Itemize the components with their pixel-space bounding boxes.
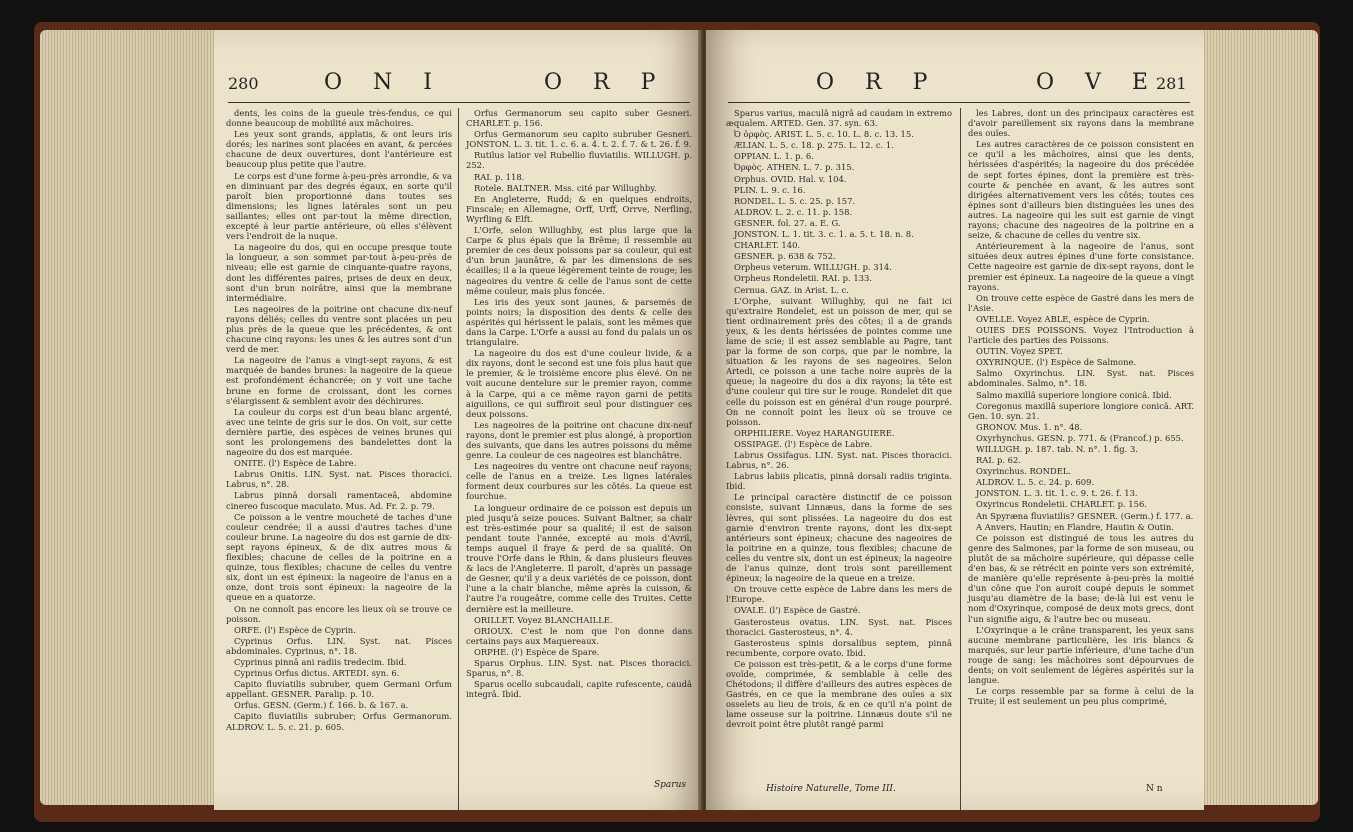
catchword: Sparus [654, 780, 687, 790]
paragraph: Les nageoires de la poitrine ont chacune dix-neuf rayons, dont le premier est plus alongé, à proportion des suivants, que dans les autres poissons du même genre. La couleur de ces nageoires est blanchâtre. [466, 419, 692, 461]
paragraph: Ce poisson est très-petit, & a le corps d'une forme ovoïde, comprimée, & semblable à celle des Chétodons; il diffère d'ailleurs des autres espèces de Gastrés, en ce que la membrane des ouïes a six osselets au lieu de trois, & en ce qu'il n'a point de lame osseuse sur la poitrine. Linnæus doute s'il ne devroit point être plutôt rangé parmi [726, 658, 952, 730]
paragraph: dents, les coins de la gueule très-fendus, ce qui donne beaucoup de mobilité aux mâchoires. [226, 108, 452, 129]
paragraph: L'Orphe, suivant Willughby, qui ne fait ici qu'extraire Rondelet, est un poisson de mer, qui se tient ordinairement près des côtes; il a de grands yeux, & les dents hérissées de pointes comme une lame de scie; il est assez semblable au Pagre, tant par la forme de son corps, que par le nombre, la situation & les rayons de ses nageoires. Selon Artedi, ce poisson a une tache noire auprès de la queue; la nageoire du dos a dix rayons; la tête est d'une couleur qui tire sur le rouge. Rondelet dit que celle du poisson est en général d'un rouge pourpré. On ne connoît point les lieux où se trouve ce poisson. [726, 295, 952, 427]
paragraph: Orfus Germanorum seu capito suber Gesneri. CHARLET. p. 156. [466, 108, 692, 129]
paragraph: An Spyræna fluviatilis? GESNER. (Germ.) f. 177. a. [976, 510, 1194, 521]
paragraph: Oxyrincus Rondeletii. CHARLET. p. 156. [976, 499, 1147, 510]
right-page [706, 30, 1204, 810]
paragraph: Capito fluviatilis subruber, quem Germani Orfum appellant. GESNER. Paralip. p. 10. [226, 679, 452, 700]
paragraph: Capito fluviatilis subruber; Orfus Germanorum. ALDROV. L. 5. c. 21. p. 605. [226, 711, 452, 732]
left-header-b: O R P [544, 70, 668, 95]
paragraph: Les nageoires de la poitrine ont chacune dix-neuf rayons déliés; celles du ventre sont placées un peu plus près de la queue que les précédentes, & ont chacune cinq rayons: les unes & les autres sont d'un verd de mer. [226, 303, 452, 355]
paragraph: RAI. p. 118. [474, 171, 525, 182]
paragraph: Labrus pinnâ dorsali ramentaceâ, abdomine cinereo fuscoque maculato. Mus. Ad. Fr. 2. p. 79. [226, 490, 452, 511]
paragraph: ÆLIAN. L. 5. c. 18. p. 275. L. 12. c. 1. [734, 140, 894, 151]
paragraph: Rutilus latior vel Rubellio fluviatilis. WILLUGH. p. 252. [466, 150, 692, 171]
header-rule [728, 102, 1190, 103]
paragraph: On ne connoît pas encore les lieux où se trouve ce poisson. [226, 603, 452, 624]
right-page-number: 281 [1156, 74, 1187, 93]
paragraph: les Labres, dont un des principaux caractères est d'avoir pareillement six rayons dans la membrane des ouïes. [968, 108, 1194, 139]
right-header-a: O R P [816, 70, 940, 95]
paragraph: CHARLET. 140. [734, 240, 801, 251]
paragraph: OXYRINQUE. (l') Espèce de Salmone. [976, 357, 1137, 368]
right-page-stack [1198, 30, 1318, 805]
paragraph: ORFE. (l') Espèce de Cyprin. [234, 624, 356, 635]
paragraph: Orfus Germanorum seu capito subruber Gesneri. JONSTON. L. 3. tit. 1. c. 6. a. 4. t. 2. f. 7. & t. 26. f. 9. [466, 129, 692, 150]
paragraph: Labrus labiis plicatis, pinnâ dorsali radiis triginta. Ibid. [726, 471, 952, 492]
paragraph: Sparus ocello subcaudali, capite rufescente, caudâ integrâ. Ibid. [466, 679, 692, 700]
paragraph: Orfus. GESN. (Germ.) f. 166. b. & 167. a. [234, 700, 409, 711]
paragraph: Orphus. OVID. Hal. v. 104. [734, 173, 847, 184]
paragraph: Labrus Onitis. LIN. Syst. nat. Pisces thoracici. Labrus, n°. 28. [226, 469, 452, 490]
right-header-b: O V E [1036, 70, 1160, 95]
paragraph: OUIES DES POISSONS. Voyez l'Introduction à l'article des parties des Poissons. [968, 324, 1194, 346]
paragraph: Oxyrhynchus. GESN. p. 771. & (Francof.) p. 655. [976, 432, 1184, 443]
left-page-stack [40, 30, 218, 805]
paragraph: WILLUGH. p. 187. tab. N. n°. 1. fig. 3. [976, 444, 1138, 454]
left-column-1 [226, 108, 452, 733]
signature-mark: N n [1146, 784, 1163, 794]
right-column-2 [968, 108, 1194, 707]
paragraph: Ce poisson est distingué de tous les autres du genre des Salmones, par la forme de son museau, ou plutôt de sa mâchoire supérieure, qui dépasse celle d'en bas, & se rétrécit en pointe vers son extrémité, de manière qu'elle représente à-peu-près la moitié d'un cône que l'on auroit coupé depuis le sommet jusqu'au diamètre de la base; de-là lui est venu le nom d'Oxyrinque, composé de deux mots grecs, dont l'un signifie aigu, & l'autre bec ou museau. [968, 532, 1194, 624]
paragraph: OVALE. (l') Espèce de Gastré. [734, 605, 861, 616]
paragraph: OVELLE. Voyez ABLE, espèce de Cyprin. [976, 313, 1150, 324]
right-column-1 [726, 108, 952, 731]
paragraph: Le corps ressemble par sa forme à celui de la Truite; il est seulement un peu plus comprimé, [968, 686, 1194, 707]
paragraph: Cyprinus pinnâ ani radiis tredecim. Ibid. [234, 656, 407, 667]
paragraph: Orpheus veterum. WILLUGH. p. 314. [734, 262, 892, 273]
left-page-number: 280 [228, 74, 259, 93]
paragraph: GESNER. fol. 27. a. E. G. [734, 217, 841, 228]
paragraph: Cyprinus Orfus dictus. ARTEDI. syn. 6. [234, 668, 400, 679]
paragraph: ALDROV. L. 5. c. 24. p. 609. [976, 477, 1095, 488]
paragraph: JONSTON. L. 3. tit. 1. c. 9. t. 26. f. 13. [976, 488, 1138, 499]
paragraph: Sparus varius, maculâ nigrâ ad caudam in extremo æqualem. ARTED. Gen. 37. syn. 63. [726, 108, 952, 129]
paragraph: Les iris des yeux sont jaunes, & parsemés de points noirs; la disposition des dents & celle des aspérités qui hérissent le palais, sont les mêmes que dans la Carpe. L'Orfe a aussi au fond du palais un os triangulaire. [466, 296, 692, 348]
paragraph: La longueur ordinaire de ce poisson est depuis un pied jusqu'à seize pouces. Suivant Baltner, sa chair est très-estimée pour sa qualité; il est de saison pendant toute l'année, excepté au mois d'Avril, temps auquel il fraye & perd de sa qualité. On trouve l'Orfe dans le Rhin, & dans plusieurs fleuves & lacs de l'Angleterre. Il paroît, d'après un passage de Gesner, qu'il y a deux variétés de ce poisson, dont l'une a la chair blanche, même après la cuisson, & l'autre l'a rougeâtre, comme celle des Truites. Cette dernière est la meilleure. [466, 502, 692, 614]
paragraph: ONITE. (l') Espèce de Labre. [234, 458, 357, 469]
left-header-a: O N I [324, 70, 444, 95]
paragraph: OSSIPAGE. (l') Espèce de Labre. [734, 438, 873, 449]
paragraph: L'Oxyrinque a le crâne transparent, les yeux sans aucune membrane particulière, les iris blancs & marqués, sur leur partie inférieure, d'une tache d'un rouge de sang: les mâchoires sont dépourvues de dents; on voit seulement de légères aspérités sur la langue. [968, 624, 1194, 686]
paragraph: Oxyrinchus. RONDEL. [976, 466, 1072, 477]
left-column-2 [466, 108, 692, 700]
paragraph: ALDROV. L. 2. c. 11. p. 158. [734, 206, 853, 217]
paragraph: Rotele. BALTNER. Mss. cité par Willughby. [474, 182, 657, 193]
paragraph: En Angleterre, Rudd; & en quelques endroits, Finscale; en Allemagne, Orff, Urff, Orrve, Nerfling, Wyrfling & Elft. [466, 193, 692, 224]
paragraph: Coregonus maxillâ superiore longiore conicâ. ART. Gen. 10. syn. 21. [968, 400, 1194, 421]
paragraph: GRONOV. Mus. 1. n°. 48. [976, 421, 1083, 432]
paragraph: RONDEL. L. 5. c. 25. p. 157. [734, 195, 856, 206]
paragraph: La nageoire du dos est d'une couleur livide, & a dix rayons, dont le second est une fois plus haut que le premier, & le troisième encore plus élevé. On ne voit aucune dentelure sur le premier rayon, comme à la Carpe, qui a ce même rayon garni de petits aiguillons, ce qui suffiroit seul pour distinguer ces deux poissons. [466, 348, 692, 419]
paragraph: Le principal caractère distinctif de ce poisson consiste, suivant Linnæus, dans la forme de ses lèvres, qui sont plissées. La nageoire du dos est garnie d'environ trente rayons, dont les dix-sept antérieurs sont épineux; chacune des nageoires de la poitrine en a quinze, tous flexibles; chacune de celles du ventre six, dont un est épineux; la nageoire de l'anus quinze, dont trois sont pareillement épineux; la nageoire de la queue en a treize. [726, 492, 952, 584]
paragraph: ORIOUX. C'est le nom que l'on donne dans certains pays aux Maquereaux. [466, 625, 692, 646]
paragraph: ORPHILIERE. Voyez HARANGUIERE. [734, 427, 895, 438]
paragraph: Le corps est d'une forme à-peu-près arrondie, & va en diminuant par des degrés égaux, en sorte qu'il paroît bien proportionné dans toutes ses dimensions; les lignes latérales sont un peu saillantes; elles ont par-tout la même direction, excepté à leur partie antérieure, où elles s'élèvent vers l'endroit de la nuque. [226, 170, 452, 242]
column-divider [960, 108, 961, 810]
paragraph: OUTIN. Voyez SPET. [976, 346, 1063, 357]
paragraph: On trouve cette espèce de Gastré dans les mers de l'Asie. [968, 292, 1194, 313]
column-divider [458, 108, 459, 810]
paragraph: JONSTON. L. 1. tit. 3. c. 1. a. 5. t. 18. n. 8. [734, 229, 914, 240]
paragraph: Ὀ ὀρφὸς. ARIST. L. 5. c. 10. L. 8. c. 13. 15. [734, 129, 914, 140]
paragraph: L'Orfe, selon Willughby, est plus large que la Carpe & plus épais que la Brême; il ressemble au premier de ces deux poissons par sa couleur, qui est d'un brun jaunâtre, & par les dimensions de ses écailles; il a la queue légèrement teinte de rouge; les nageoires du ventre & celle de l'anus sont de cette même couleur, mais plus foncée. [466, 225, 692, 296]
paragraph: La nageoire du dos, qui en occupe presque toute la longueur, a son sommet par-tout à-peu-près de niveau; elle est garnie de cinquante-quatre rayons, dont les différentes paires, prises de deux en deux, sont d'un brun noirâtre, ainsi que la membrane intermédiaire. [226, 242, 452, 303]
paragraph: Cernua. GAZ. in Arist. L. c. [734, 284, 849, 295]
paragraph: Gasterosteus ovatus. LIN. Syst. nat. Pisces thoracici. Gasterosteus, n°. 4. [726, 616, 952, 637]
paragraph: PLIN. L. 9. c. 16. [734, 184, 806, 195]
paragraph: Gasterosteus spinis dorsalibus septem, pinnâ recumbente, corpore ovato. Ibid. [726, 637, 952, 658]
paragraph: La nageoire de l'anus a vingt-sept rayons, & est marquée de bandes brunes: la nageoire de la queue est profondément échancrée; on y voit une tache brune en forme de croissant, dont les cornes s'élargissent & semblent avoir des déchirures. [226, 355, 452, 406]
paragraph: On trouve cette espèce de Labre dans les mers de l'Europe. [726, 584, 952, 605]
paragraph: Antérieurement à la nageoire de l'anus, sont situées deux autres épines d'une forte consistance. Cette nageoire est garnie de dix-sept rayons, dont le premier est épineux. La nageoire de la queue a vingt rayons. [968, 241, 1194, 292]
paragraph: A Anvers, Hautin; en Flandre, Hautin & Outin. [976, 521, 1174, 532]
paragraph: Salmo Oxyrinchus. LIN. Syst. nat. Pisces abdominales. Salmo, n°. 18. [968, 368, 1194, 389]
paragraph: Ὀρφὸς. ATHEN. L. 7. p. 315. [734, 162, 855, 173]
paragraph: Orpheus Rondeletii. RAI. p. 133. [734, 273, 872, 284]
paragraph: Sparus Orphus. LIN. Syst. nat. Pisces thoracici. Sparus, n°. 8. [466, 657, 692, 679]
paragraph: Les nageoires du ventre ont chacune neuf rayons; celle de l'anus en a treize. Les lignes latérales forment deux courbures sur les côtés. La queue est fourchue. [466, 461, 692, 502]
paragraph: Salmo maxillâ superiore longiore conicâ. Ibid. [976, 389, 1172, 400]
paragraph: La couleur du corps est d'un beau blanc argenté, avec une teinte de gris sur le dos. On voit, sur cette dernière partie, des espèces de veines brunes qui sont les prolongemens des bandelettes dont la nageoire du dos est marquée. [226, 406, 452, 458]
paragraph: Ce poisson a le ventre moucheté de taches d'une couleur cendrée; il a aussi d'autres taches d'une couleur brune. La nageoire du dos est garnie de dix-sept rayons épineux, & de dix autres mous & flexibles; chacune de celles de la poitrine en a quinze, tous flexibles; chacune de celles du ventre six, dont un est épineux: la nageoire de l'anus en a onze, dont trois sont épineux: la nageoire de la queue en a quatorze. [226, 511, 452, 603]
paragraph: ORILLET. Voyez BLANCHAILLE. [474, 614, 613, 625]
paragraph: Les autres caractères de ce poisson consistent en ce qu'il a les mâchoires, ainsi que les dents, hérissées d'aspérités; la nageoire du dos précédée de sept fortes épines, dont la première est très-courte & penchée en avant, & les autres sont dirigées alternativement vers les côtés; toutes ces épines sont d'ailleurs bien distinguées les unes des autres. La nageoire qui les suit est garnie de vingt rayons; chacune des nageoires de la poitrine en a seize, & chacune de celles du ventre six. [968, 139, 1194, 241]
paragraph: ORPHE. (l') Espèce de Spare. [474, 646, 600, 657]
paragraph: GESNER. p. 638 & 752. [734, 251, 836, 262]
header-rule [228, 102, 690, 103]
paragraph: Labrus Ossifagus. LIN. Syst. nat. Pisces thoracici. Labrus, n°. 26. [726, 450, 952, 471]
paragraph: Cyprinus Orfus. LIN. Syst. nat. Pisces abdominales. Cyprinus, n°. 18. [226, 635, 452, 656]
left-page [214, 30, 702, 810]
footer-title: Histoire Naturelle, Tome III. [766, 784, 896, 794]
paragraph: Les yeux sont grands, applatis, & ont leurs iris dorés; les narines sont placées en avant, & percées chacune de deux ouvertures, dont l'antérieure est beaucoup plus petite que l'autre. [226, 129, 452, 170]
paragraph: RAI. p. 62. [976, 455, 1021, 466]
paragraph: OPPIAN. L. 1. p. 6. [734, 151, 814, 162]
